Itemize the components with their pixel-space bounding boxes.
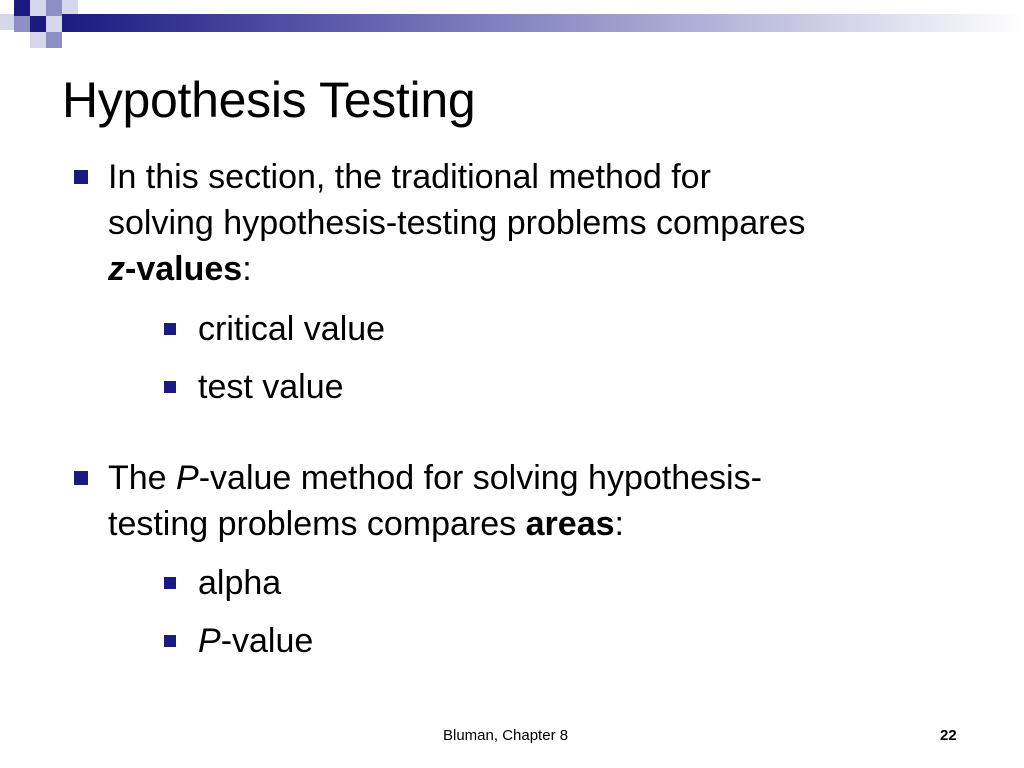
- sub-bullet-label: test value: [198, 368, 344, 406]
- header-square-2: [30, 0, 46, 16]
- square-bullet-icon: [164, 323, 176, 335]
- bullet-1-colon: :: [242, 250, 252, 288]
- bullet-1-line-2: solving hypothesis-testing problems compares: [108, 204, 806, 242]
- sub-bullet-p-rest: -value: [220, 622, 314, 660]
- sub-bullet-p-value: [198, 618, 313, 664]
- sub-bullet-label: alpha: [198, 564, 282, 602]
- bullet-traditional-method: [108, 154, 948, 292]
- header-square-9: [30, 32, 46, 48]
- bullet-1-emph-values: -values: [125, 250, 243, 288]
- square-bullet-icon: [164, 635, 176, 647]
- sub-bullet-critical-value: [198, 306, 385, 352]
- sub-bullet-p: P: [198, 622, 221, 660]
- header-square-5: [0, 14, 14, 30]
- header-square-8: [46, 16, 62, 32]
- bullet-1-line-1: In this section, the traditional method for: [108, 158, 711, 196]
- bullet-2-colon: :: [614, 505, 624, 543]
- header-gradient-bar: [62, 14, 1024, 32]
- bullet-2-text-start: The: [108, 459, 177, 497]
- square-bullet-icon: [74, 471, 88, 485]
- bullet-2-line-1-rest: -value method for solving hypothesis-: [198, 459, 762, 497]
- sub-bullet-test-value: [198, 364, 344, 410]
- bullet-2-emph-p: P: [176, 459, 199, 497]
- bullet-2-emph-areas: areas: [525, 505, 615, 543]
- header-square-6: [14, 16, 30, 32]
- square-bullet-icon: [74, 170, 88, 184]
- header-square-7: [30, 16, 46, 32]
- bullet-p-value-method: [108, 455, 948, 547]
- header-square-4: [62, 0, 78, 14]
- sub-bullet-label: critical value: [198, 310, 386, 348]
- page-number: 22: [940, 727, 957, 744]
- header-square-3: [46, 0, 62, 16]
- square-bullet-icon: [164, 381, 176, 393]
- sub-bullet-alpha: [198, 560, 281, 606]
- bullet-2-line-2: testing problems compares: [108, 505, 526, 543]
- square-bullet-icon: [164, 577, 176, 589]
- slide-title: Hypothesis Testing: [62, 72, 476, 128]
- footer-source: Bluman, Chapter 8: [443, 727, 569, 744]
- bullet-1-emph-z: z: [108, 250, 125, 288]
- header-square-10: [46, 32, 62, 48]
- header-square-1: [14, 0, 30, 16]
- header-decoration: [0, 0, 1024, 48]
